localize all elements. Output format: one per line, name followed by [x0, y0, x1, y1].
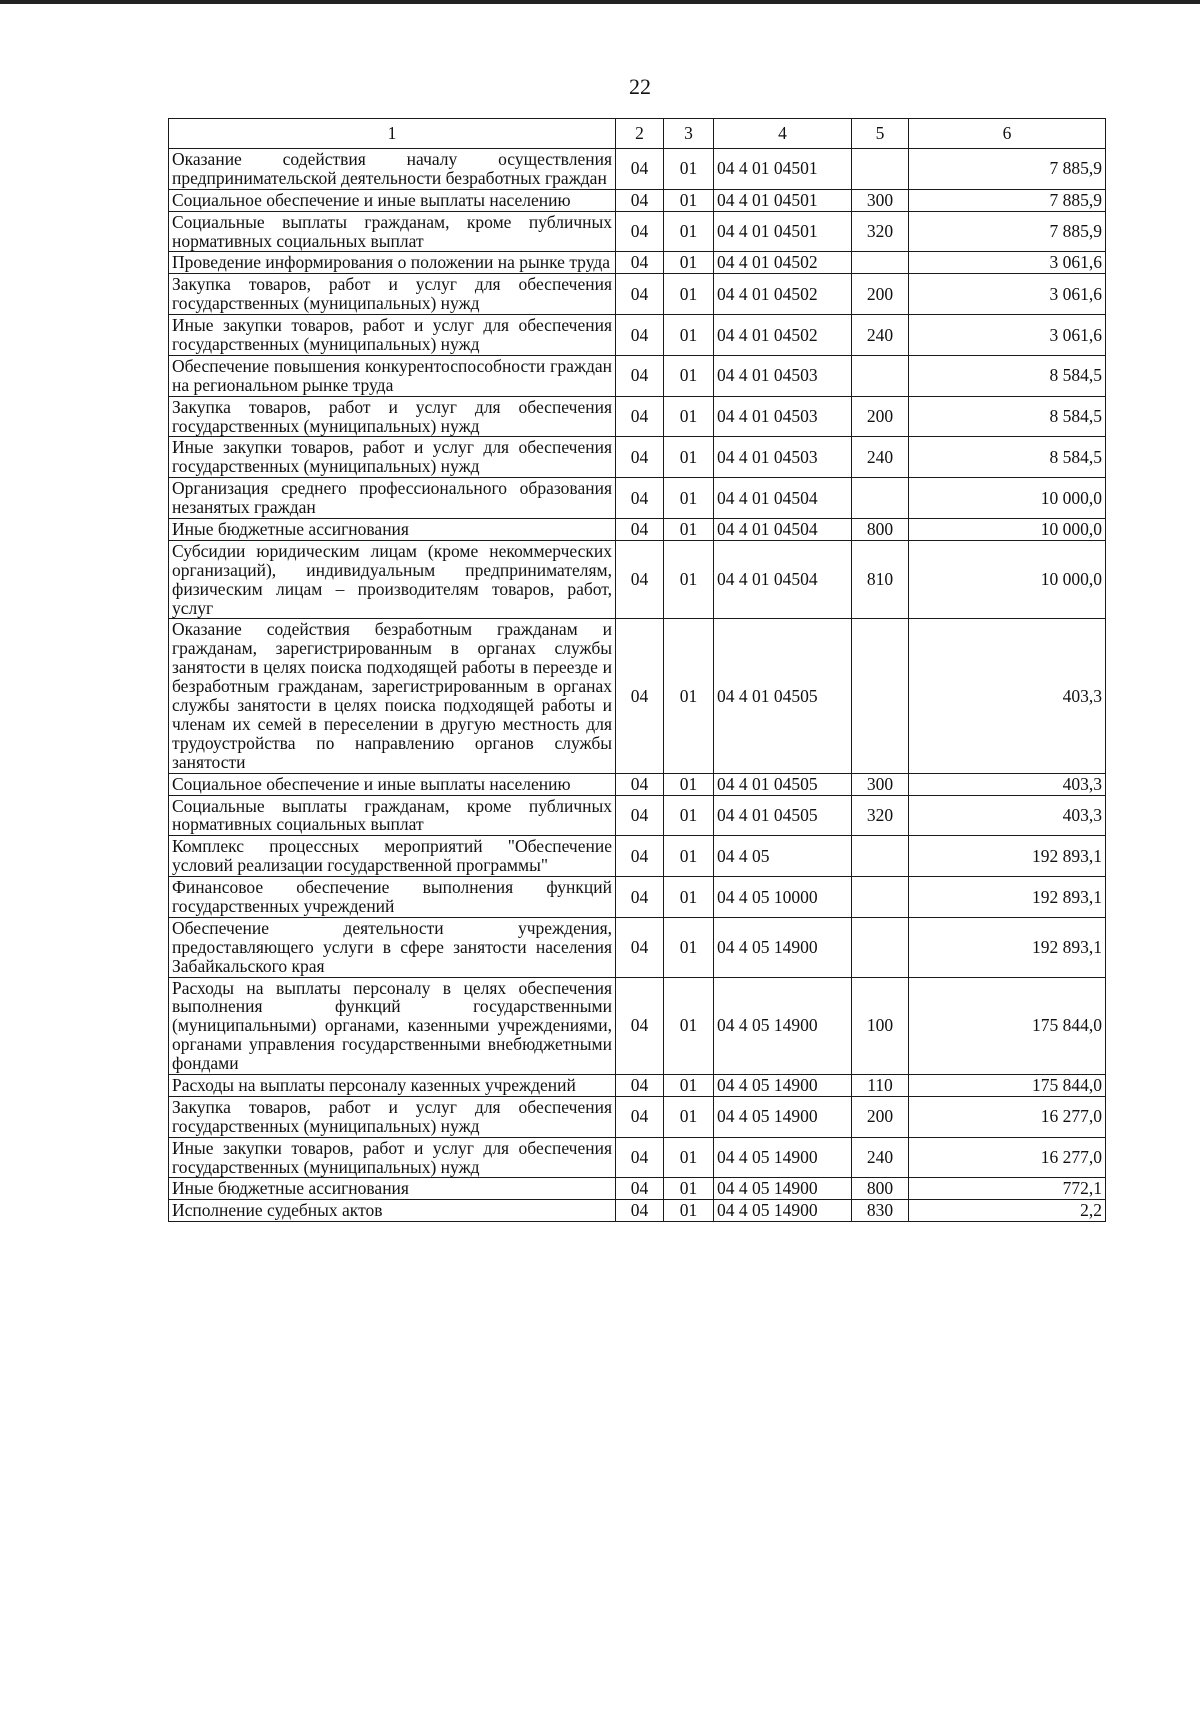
section-cell: 04 [616, 478, 664, 519]
table-row [169, 519, 1106, 541]
row-name-cell: Иные закупки товаров, работ и услуг для обеспечения государственных (муниципальных) нужд [169, 1137, 616, 1178]
expense-type-cell: 100 [852, 977, 909, 1074]
subsection-cell: 01 [664, 1200, 714, 1222]
expense-type-cell: 810 [852, 540, 909, 619]
section-cell: 04 [616, 355, 664, 396]
target-article-cell: 04 4 05 14900 [714, 1137, 852, 1178]
target-article-cell: 04 4 01 04501 [714, 149, 852, 190]
row-name-cell: Иные бюджетные ассигнования [169, 1178, 616, 1200]
section-cell: 04 [616, 977, 664, 1074]
amount-cell: 7 885,9 [909, 149, 1106, 190]
section-cell: 04 [616, 252, 664, 274]
row-name-cell: Расходы на выплаты персоналу казенных учреждений [169, 1074, 616, 1096]
table-row [169, 315, 1106, 356]
table-row [169, 396, 1106, 437]
row-name-cell: Оказание содействия безработным гражданам и гражданам, зарегистрированным в органах службы занятости в целях поиска подходящей работы в переезде и безработным гражданам, зарегистрированным в органах службы занятости в целях поиска подходящей работы и членам их семей в переселении в другую местность для трудоустройства по направлению органов службы занятости [169, 619, 616, 773]
subsection-cell: 01 [664, 274, 714, 315]
table-row [169, 478, 1106, 519]
table-row [169, 1178, 1106, 1200]
target-article-cell: 04 4 05 14900 [714, 1096, 852, 1137]
amount-cell: 10 000,0 [909, 519, 1106, 541]
row-name-cell: Иные бюджетные ассигнования [169, 519, 616, 541]
row-name-cell: Организация среднего профессионального образования незанятых граждан [169, 478, 616, 519]
section-cell: 04 [616, 1096, 664, 1137]
table-row [169, 274, 1106, 315]
table-row [169, 149, 1106, 190]
subsection-cell: 01 [664, 877, 714, 918]
amount-cell: 16 277,0 [909, 1137, 1106, 1178]
row-name-cell: Социальное обеспечение и иные выплаты населению [169, 773, 616, 795]
expense-type-cell: 830 [852, 1200, 909, 1222]
target-article-cell: 04 4 05 14900 [714, 977, 852, 1074]
target-article-cell: 04 4 01 04505 [714, 773, 852, 795]
table-row [169, 795, 1106, 836]
amount-cell: 8 584,5 [909, 437, 1106, 478]
expense-type-cell: 240 [852, 437, 909, 478]
target-article-cell: 04 4 05 14900 [714, 917, 852, 977]
amount-cell: 192 893,1 [909, 836, 1106, 877]
amount-cell: 192 893,1 [909, 877, 1106, 918]
subsection-cell: 01 [664, 149, 714, 190]
amount-cell: 192 893,1 [909, 917, 1106, 977]
amount-cell: 403,3 [909, 773, 1106, 795]
subsection-cell: 01 [664, 773, 714, 795]
section-cell: 04 [616, 211, 664, 252]
subsection-cell: 01 [664, 355, 714, 396]
expense-type-cell: 200 [852, 1096, 909, 1137]
column-header-1: 1 [169, 119, 616, 149]
section-cell: 04 [616, 619, 664, 773]
amount-cell: 10 000,0 [909, 478, 1106, 519]
target-article-cell: 04 4 05 14900 [714, 1074, 852, 1096]
page-number: 22 [629, 74, 651, 99]
row-name-cell: Социальное обеспечение и иные выплаты населению [169, 189, 616, 211]
expense-type-cell: 110 [852, 1074, 909, 1096]
table-row [169, 877, 1106, 918]
target-article-cell: 04 4 01 04504 [714, 478, 852, 519]
table-row [169, 355, 1106, 396]
expense-type-cell: 320 [852, 795, 909, 836]
target-article-cell: 04 4 01 04502 [714, 252, 852, 274]
subsection-cell: 01 [664, 519, 714, 541]
amount-cell: 3 061,6 [909, 274, 1106, 315]
subsection-cell: 01 [664, 396, 714, 437]
row-name-cell: Иные закупки товаров, работ и услуг для обеспечения государственных (муниципальных) нужд [169, 315, 616, 356]
table-row [169, 1200, 1106, 1222]
table-row [169, 211, 1106, 252]
subsection-cell: 01 [664, 795, 714, 836]
subsection-cell: 01 [664, 1096, 714, 1137]
amount-cell: 403,3 [909, 795, 1106, 836]
column-header-2: 2 [616, 119, 664, 149]
expense-type-cell [852, 917, 909, 977]
table-row [169, 619, 1106, 773]
section-cell: 04 [616, 917, 664, 977]
subsection-cell: 01 [664, 437, 714, 478]
row-name-cell: Проведение информирования о положении на рынке труда [169, 252, 616, 274]
target-article-cell: 04 4 01 04503 [714, 396, 852, 437]
expense-type-cell: 200 [852, 274, 909, 315]
table-row [169, 1137, 1106, 1178]
target-article-cell: 04 4 01 04503 [714, 355, 852, 396]
target-article-cell: 04 4 01 04503 [714, 437, 852, 478]
table-row [169, 252, 1106, 274]
table-row [169, 189, 1106, 211]
table-row [169, 1074, 1106, 1096]
expense-type-cell [852, 252, 909, 274]
amount-cell: 7 885,9 [909, 189, 1106, 211]
amount-cell: 3 061,6 [909, 315, 1106, 356]
section-cell: 04 [616, 1137, 664, 1178]
expense-type-cell [852, 149, 909, 190]
expense-type-cell: 200 [852, 396, 909, 437]
table-body [169, 149, 1106, 1222]
target-article-cell: 04 4 01 04501 [714, 189, 852, 211]
section-cell: 04 [616, 1178, 664, 1200]
expense-type-cell: 240 [852, 1137, 909, 1178]
amount-cell: 175 844,0 [909, 977, 1106, 1074]
section-cell: 04 [616, 877, 664, 918]
expense-type-cell [852, 619, 909, 773]
target-article-cell: 04 4 01 04501 [714, 211, 852, 252]
table-row [169, 917, 1106, 977]
row-name-cell: Исполнение судебных актов [169, 1200, 616, 1222]
row-name-cell: Обеспечение повышения конкурентоспособности граждан на региональном рынке труда [169, 355, 616, 396]
subsection-cell: 01 [664, 977, 714, 1074]
section-cell: 04 [616, 519, 664, 541]
row-name-cell: Закупка товаров, работ и услуг для обеспечения государственных (муниципальных) нужд [169, 396, 616, 437]
row-name-cell: Закупка товаров, работ и услуг для обеспечения государственных (муниципальных) нужд [169, 1096, 616, 1137]
section-cell: 04 [616, 773, 664, 795]
section-cell: 04 [616, 149, 664, 190]
subsection-cell: 01 [664, 917, 714, 977]
column-header-6: 6 [909, 119, 1106, 149]
target-article-cell: 04 4 01 04505 [714, 795, 852, 836]
target-article-cell: 04 4 01 04502 [714, 274, 852, 315]
expense-type-cell: 800 [852, 519, 909, 541]
section-cell: 04 [616, 396, 664, 437]
amount-cell: 8 584,5 [909, 355, 1106, 396]
section-cell: 04 [616, 315, 664, 356]
column-header-5: 5 [852, 119, 909, 149]
target-article-cell: 04 4 01 04504 [714, 519, 852, 541]
column-header-4: 4 [714, 119, 852, 149]
amount-cell: 7 885,9 [909, 211, 1106, 252]
header-row [169, 119, 1106, 149]
row-name-cell: Оказание содействия началу осуществления предпринимательской деятельности безработных граждан [169, 149, 616, 190]
subsection-cell: 01 [664, 189, 714, 211]
amount-cell: 2,2 [909, 1200, 1106, 1222]
subsection-cell: 01 [664, 1074, 714, 1096]
amount-cell: 403,3 [909, 619, 1106, 773]
table-row [169, 540, 1106, 619]
table-row [169, 437, 1106, 478]
section-cell: 04 [616, 540, 664, 619]
budget-table [168, 118, 1106, 1222]
target-article-cell: 04 4 05 [714, 836, 852, 877]
expense-type-cell: 240 [852, 315, 909, 356]
expense-type-cell [852, 836, 909, 877]
target-article-cell: 04 4 05 14900 [714, 1200, 852, 1222]
row-name-cell: Субсидии юридическим лицам (кроме некоммерческих организаций), индивидуальным предпринимателям, физическим лицам – производителям товаров, работ, услуг [169, 540, 616, 619]
amount-cell: 8 584,5 [909, 396, 1106, 437]
expense-type-cell [852, 355, 909, 396]
section-cell: 04 [616, 274, 664, 315]
target-article-cell: 04 4 05 14900 [714, 1178, 852, 1200]
expense-type-cell: 300 [852, 773, 909, 795]
expense-type-cell [852, 877, 909, 918]
expense-type-cell: 800 [852, 1178, 909, 1200]
section-cell: 04 [616, 795, 664, 836]
table-row [169, 773, 1106, 795]
subsection-cell: 01 [664, 315, 714, 356]
subsection-cell: 01 [664, 619, 714, 773]
column-header-3: 3 [664, 119, 714, 149]
top-border-line [0, 0, 1200, 4]
subsection-cell: 01 [664, 211, 714, 252]
subsection-cell: 01 [664, 836, 714, 877]
table-row [169, 1096, 1106, 1137]
subsection-cell: 01 [664, 252, 714, 274]
section-cell: 04 [616, 836, 664, 877]
section-cell: 04 [616, 189, 664, 211]
subsection-cell: 01 [664, 1137, 714, 1178]
amount-cell: 772,1 [909, 1178, 1106, 1200]
expense-type-cell [852, 478, 909, 519]
amount-cell: 16 277,0 [909, 1096, 1106, 1137]
subsection-cell: 01 [664, 540, 714, 619]
row-name-cell: Обеспечение деятельности учреждения, предоставляющего услуги в сфере занятости населения Забайкальского края [169, 917, 616, 977]
expense-type-cell: 320 [852, 211, 909, 252]
row-name-cell: Иные закупки товаров, работ и услуг для обеспечения государственных (муниципальных) нужд [169, 437, 616, 478]
row-name-cell: Социальные выплаты гражданам, кроме публичных нормативных социальных выплат [169, 795, 616, 836]
table-row [169, 977, 1106, 1074]
target-article-cell: 04 4 05 10000 [714, 877, 852, 918]
row-name-cell: Расходы на выплаты персоналу в целях обеспечения выполнения функций государственными (муниципальными) органами, казенными учреждениями, органами управления государственными внебюджетными фондами [169, 977, 616, 1074]
amount-cell: 175 844,0 [909, 1074, 1106, 1096]
subsection-cell: 01 [664, 1178, 714, 1200]
target-article-cell: 04 4 01 04504 [714, 540, 852, 619]
section-cell: 04 [616, 437, 664, 478]
target-article-cell: 04 4 01 04502 [714, 315, 852, 356]
subsection-cell: 01 [664, 478, 714, 519]
amount-cell: 10 000,0 [909, 540, 1106, 619]
row-name-cell: Финансовое обеспечение выполнения функций государственных учреждений [169, 877, 616, 918]
row-name-cell: Социальные выплаты гражданам, кроме публичных нормативных социальных выплат [169, 211, 616, 252]
row-name-cell: Закупка товаров, работ и услуг для обеспечения государственных (муниципальных) нужд [169, 274, 616, 315]
section-cell: 04 [616, 1074, 664, 1096]
target-article-cell: 04 4 01 04505 [714, 619, 852, 773]
amount-cell: 3 061,6 [909, 252, 1106, 274]
row-name-cell: Комплекс процессных мероприятий "Обеспечение условий реализации государственной программы" [169, 836, 616, 877]
expense-type-cell: 300 [852, 189, 909, 211]
table-row [169, 836, 1106, 877]
section-cell: 04 [616, 1200, 664, 1222]
